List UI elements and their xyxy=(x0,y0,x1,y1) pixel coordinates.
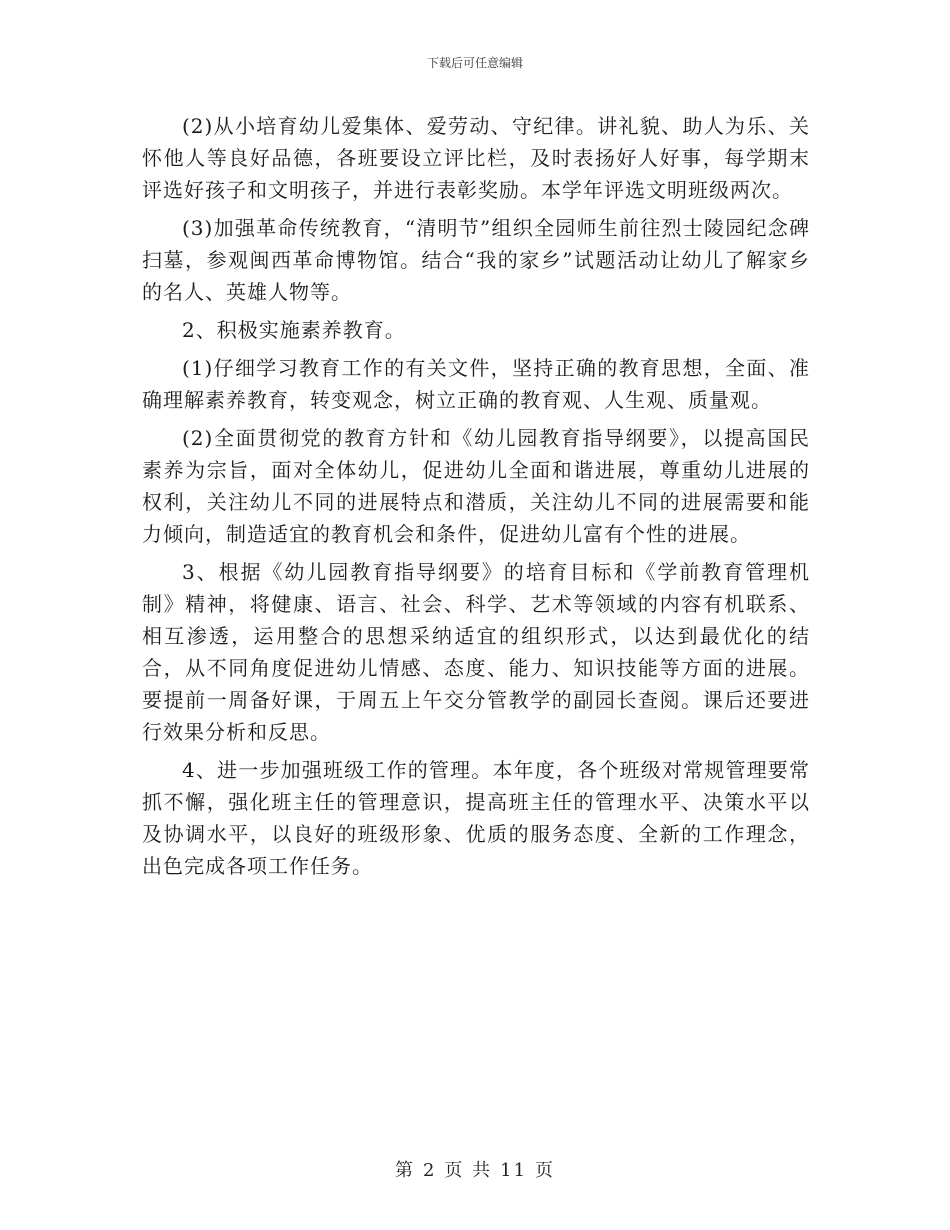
paragraph-1-study: (1)仔细学习教育工作的有关文件，坚持正确的教育思想，全面、准确理解素养教育，转变观念，树立正确的教育观、人生观、质量观。 xyxy=(142,356,810,412)
page-footer xyxy=(0,1156,950,1182)
paragraph-2-policy: (2)全面贯彻党的教育方针和《幼儿园教育指导纲要》，以提高国民素养为宗旨，面对全体幼儿，促进幼儿全面和谐进展，尊重幼儿进展的权利，关注幼儿不同的进展特点和潜质，关注幼儿不同的进展需要和能力倾向，制造适宜的教育机会和条件，促进幼儿富有个性的进展。 xyxy=(142,426,810,546)
page-prefix: 第 xyxy=(394,1160,415,1181)
paragraph-2-collective: (2)从小培育幼儿爱集体、爱劳动、守纪律。讲礼貌、助人为乐、关怀他人等良好品德，各班要设立评比栏，及时表扬好人好事，每学期末评选好孩子和文明孩子，并进行表彰奖励。本学年评选文明班级两次。 xyxy=(142,114,810,202)
section-heading-quality-education: 2、积极实施素养教育。 xyxy=(182,318,406,342)
section-4-class-management: 4、进一步加强班级工作的管理。本年度，各个班级对常规管理要常抓不懈，强化班主任的管理意识，提高班主任的管理水平、决策水平以及协调水平，以良好的班级形象、优质的服务态度、全新的工作理念，出色完成各项工作任务。 xyxy=(142,758,810,878)
page-mid: 页 共 xyxy=(444,1160,493,1181)
header-note: 下载后可任意编辑 xyxy=(426,56,523,70)
total-pages: 11 xyxy=(500,1160,528,1181)
document-body xyxy=(142,110,810,888)
current-page-number: 2 xyxy=(422,1160,437,1181)
section-3-guideline: 3、根据《幼儿园教育指导纲要》的培育目标和《学前教育管理机制》精神，将健康、语言、社会、科学、艺术等领域的内容有机联系、相互渗透，运用整合的思想采纳适宜的组织形式，以达到最优化的结合，从不同角度促进幼儿情感、态度、能力、知识技能等方面的进展。要提前一周备好课，于周五上午交分管教学的副园长查阅。课后还要进行效果分析和反思。 xyxy=(142,560,810,744)
paragraph-3-revolution: (3)加强革命传统教育，“清明节”组织全园师生前往烈士陵园纪念碑扫墓，参观闽西革命博物馆。结合“我的家乡”试题活动让幼儿了解家乡的名人、英雄人物等。 xyxy=(142,216,810,304)
page-suffix: 页 xyxy=(535,1160,556,1181)
